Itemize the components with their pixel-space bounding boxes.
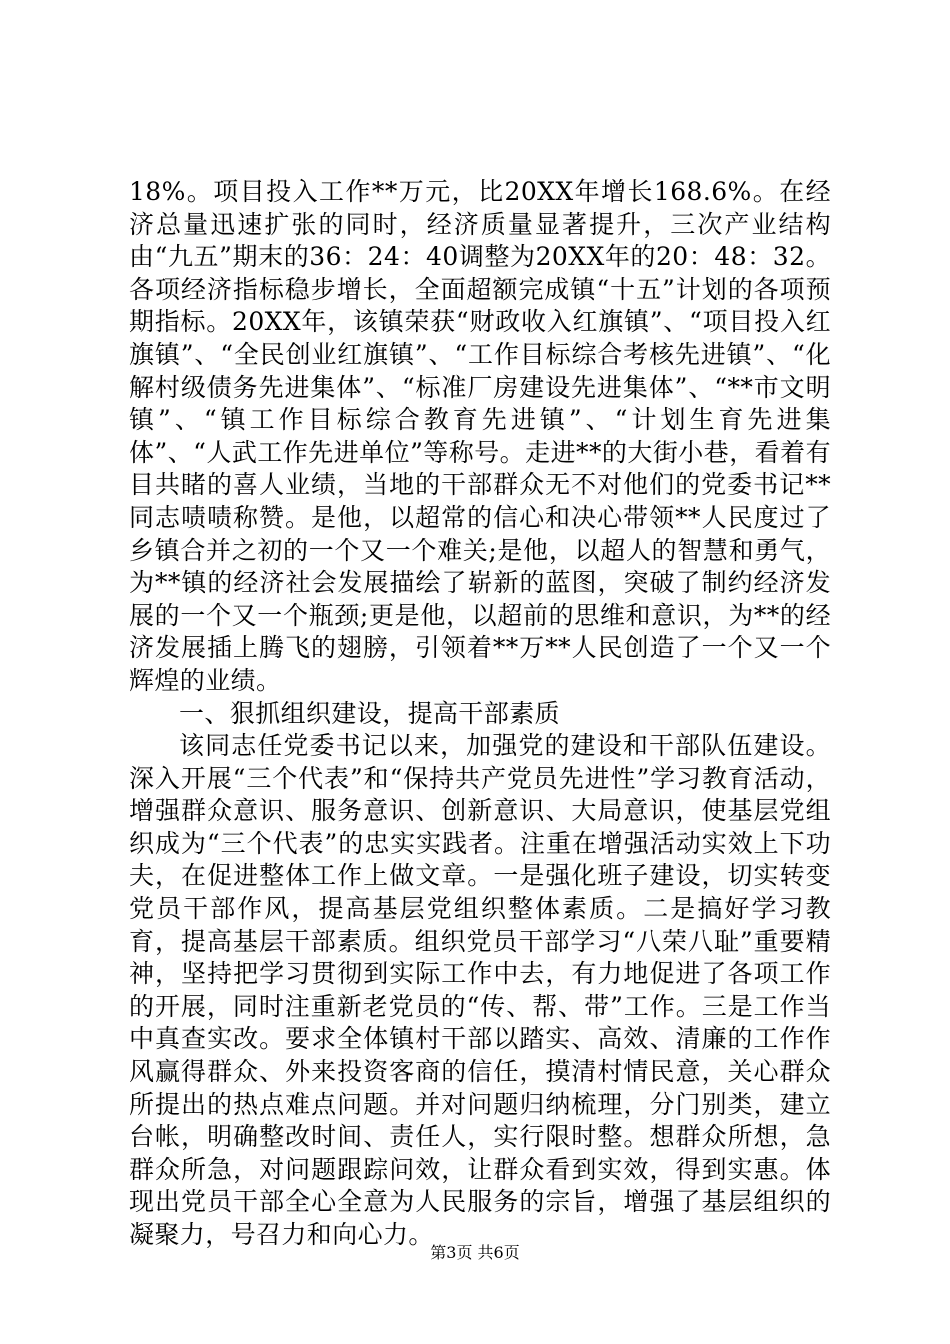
page-number-footer: 第3页 共6页 [430,1243,520,1262]
section-heading: 一、狠抓组织建设，提高干部素质 [179,698,561,728]
paragraph-organization: 该同志任党委书记以来，加强党的建设和干部队伍建设。深入开展“三个代表”和“保持共产党员先进性”学习教育活动，增强群众意识、服务意识、创新意识、大局意识，使基层党组织成为“三个代表”的忠实实践者。注重在增强活动实效上下功夫，在促进整体工作上做文章。一是强化班子建设，切实转变党员干部作风，提高基层党组织整体素质。二是搞好学习教育，提高基层干部素质。组织党员干部学习“八荣八耻”重要精神，坚持把学习贯彻到实际工作中去，有力地促进了各项工作的开展，同时注重新老党员的“传、帮、带”工作。三是工作当中真查实改。要求全体镇村干部以踏实、高效、清廉的工作作风赢得群众、外来投资客商的信任，摸清村情民意，关心群众所提出的热点难点问题。并对问题归纳梳理，分门别类，建立台帐，明确整改时间、责任人，实行限时整。想群众所想，急群众所急，对问题跟踪问效，让群众看到实效，得到实惠。体现出党员干部全心全意为人民服务的宗旨，增强了基层组织的凝聚力，号召力和向心力。 [129,731,831,1249]
paragraph-intro: 18%。项目投入工作**万元，比20XX年增长168.6%。在经济总量迅速扩张的同时，经济质量显著提升，三次产业结构由“九五”期末的36：24：40调整为20XX年的20：48：32。各项经济指标稳步增长，全面超额完成镇“十五”计划的各项预期指标。20XX年，该镇荣获“财政收入红旗镇”、“项目投入红旗镇”、“全民创业红旗镇”、“工作目标综合考核先进镇”、“化解村级债务先进集体”、“标准厂房建设先进集体”、“**市文明镇”、“镇工作目标综合教育先进镇”、“计划生育先进集体”、“人武工作先进单位”等称号。走进**的大街小巷，看着有目共睹的喜人业绩，当地的干部群众无不对他们的党委书记**同志啧啧称赞。是他，以超常的信心和决心带领**人民度过了乡镇合并之初的一个又一个难关;是他，以超人的智慧和勇气，为**镇的经济社会发展描绘了崭新的蓝图，突破了制约经济发展的一个又一个瓶颈;更是他，以超前的思维和意识，为**的经济发展插上腾飞的翅膀，引领着**万**人民创造了一个又一个辉煌的业绩。 [129,177,831,695]
document-body [129,176,831,1252]
